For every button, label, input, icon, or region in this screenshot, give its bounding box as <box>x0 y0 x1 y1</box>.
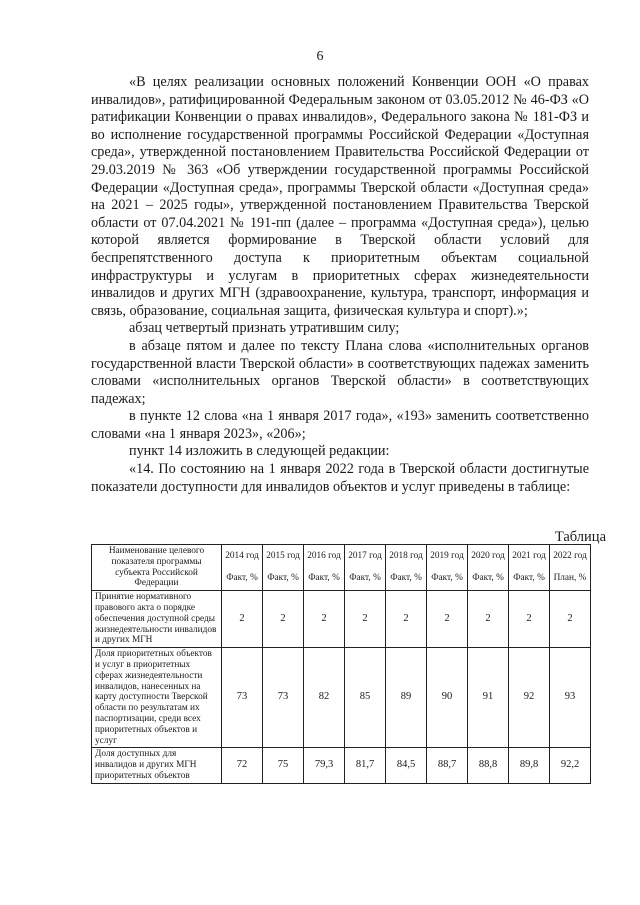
year-header: 2014 год <box>222 545 263 568</box>
value-cell: 89 <box>386 648 427 748</box>
value-cell: 2 <box>550 591 591 648</box>
value-cell: 82 <box>304 648 345 748</box>
value-cell: 2 <box>222 591 263 648</box>
paragraph: абзац четвертый признать утратившим силу; <box>129 320 400 337</box>
value-cell: 2 <box>304 591 345 648</box>
status-header: Факт, % <box>427 568 468 591</box>
year-header: 2017 год <box>345 545 386 568</box>
status-header: Факт, % <box>386 568 427 591</box>
value-cell: 2 <box>263 591 304 648</box>
value-cell: 92,2 <box>550 748 591 783</box>
page-number: 6 <box>316 49 324 64</box>
year-header: 2022 год <box>550 545 591 568</box>
paragraph: пункт 14 изложить в следующей редакции: <box>129 443 390 460</box>
value-cell: 90 <box>427 648 468 748</box>
value-cell: 88,7 <box>427 748 468 783</box>
paragraph: в абзаце пятом и далее по тексту Плана слова «исполнительных органов государственной власти Тверской области» в соответствующих падежах заменить словами «исполнительных органов Тверской области» в соответствующих падежах; <box>91 337 589 407</box>
status-header: Факт, % <box>263 568 304 591</box>
paragraph: «В целях реализации основных положений Конвенции ООН «О правах инвалидов», ратифицированной Федеральным законом от 03.05.2012 № 46-ФЗ «О ратификации Конвенции о правах инвалидов», Федерального закона № 181-ФЗ и во исполнение государственной программы Российской Федерации «Доступная среда», утвержденной постановлением Правительства Российской Федерации от 29.03.2019 № 363 «Об утверждении государственной программы Российской Федерации «Доступная среда», программы Тверской области «Доступная среда» на 2021 – 2025 годы», утвержденной постановлением Правительства Тверской области от 07.04.2021 № 191-пп (далее – программа «Доступная среда»), целью которой является формирование в Тверской области условий для беспрепятственного доступа к приоритетным объектам социальной инфраструктуры и услугам в приоритетных сферах жизнедеятельности инвалидов и других МГН (здравоохранение, культура, транспорт, информация и связь, образование, социальная защита, физическая культура и спорт).»; <box>91 74 589 319</box>
table-header <box>92 545 591 591</box>
value-cell: 72 <box>222 748 263 783</box>
document-body <box>91 74 589 496</box>
table-row <box>92 748 591 783</box>
year-header: 2015 год <box>263 545 304 568</box>
year-header: 2021 год <box>509 545 550 568</box>
paragraph: в пункте 12 слова «на 1 января 2017 года», «193» заменить соответственно словами «на 1 января 2023», «206»; <box>91 408 589 442</box>
year-header: 2020 год <box>468 545 509 568</box>
value-cell: 73 <box>263 648 304 748</box>
value-cell: 79,3 <box>304 748 345 783</box>
indicators-table <box>91 544 591 784</box>
value-cell: 92 <box>509 648 550 748</box>
indicator-cell: Доля доступных для инвалидов и других МГН приоритетных объектов <box>92 748 222 783</box>
status-header: Факт, % <box>304 568 345 591</box>
paragraph: «14. По состоянию на 1 января 2022 года в Тверской области достигнутые показатели доступности для инвалидов объектов и услуг приведены в таблице: <box>91 461 589 495</box>
indicator-cell: Доля приоритетных объектов и услуг в приоритетных сферах жизнедеятельности инвалидов, нанесенных на карту доступности Тверской области по результатам их паспортизации, среди всех приоритетных объектов и услуг <box>92 648 222 748</box>
value-cell: 2 <box>468 591 509 648</box>
value-cell: 89,8 <box>509 748 550 783</box>
indicator-header: Наименование целевого показателя программы субъекта Российской Федерации <box>92 545 222 591</box>
table-caption: Таблица <box>554 529 606 545</box>
status-header: Факт, % <box>222 568 263 591</box>
status-header: План, % <box>550 568 591 591</box>
value-cell: 75 <box>263 748 304 783</box>
value-cell: 88,8 <box>468 748 509 783</box>
year-header: 2019 год <box>427 545 468 568</box>
value-cell: 81,7 <box>345 748 386 783</box>
status-header: Факт, % <box>468 568 509 591</box>
table-row <box>92 648 591 748</box>
value-cell: 2 <box>345 591 386 648</box>
year-header: 2018 год <box>386 545 427 568</box>
table-row <box>92 591 591 648</box>
value-cell: 73 <box>222 648 263 748</box>
indicator-cell: Принятие нормативного правового акта о порядке обеспечения доступной среды жизнедеятельности инвалидов и других МГН <box>92 591 222 648</box>
value-cell: 2 <box>386 591 427 648</box>
value-cell: 2 <box>427 591 468 648</box>
year-header: 2016 год <box>304 545 345 568</box>
value-cell: 91 <box>468 648 509 748</box>
value-cell: 85 <box>345 648 386 748</box>
value-cell: 84,5 <box>386 748 427 783</box>
value-cell: 2 <box>509 591 550 648</box>
value-cell: 93 <box>550 648 591 748</box>
status-header: Факт, % <box>345 568 386 591</box>
status-header: Факт, % <box>509 568 550 591</box>
